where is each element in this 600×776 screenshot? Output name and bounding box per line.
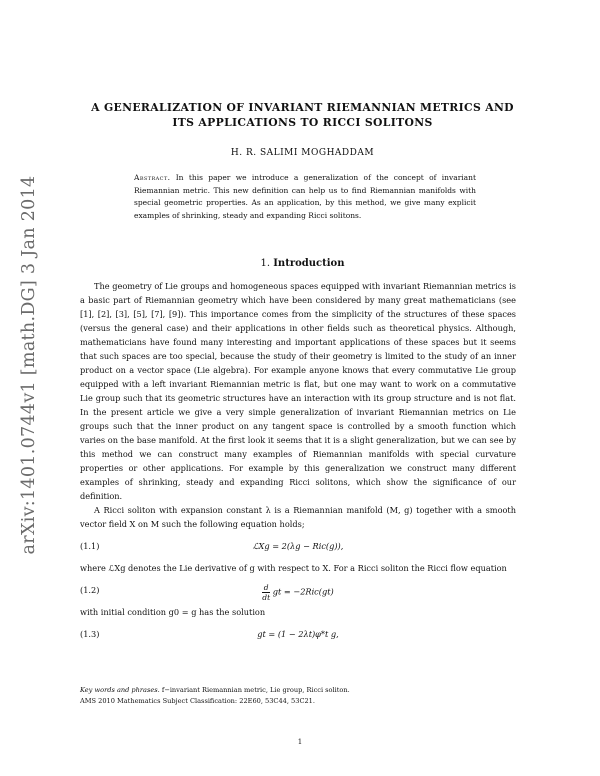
keywords-line <box>80 685 516 696</box>
equation-number: (1.2) <box>80 585 100 595</box>
equation-formula <box>80 583 516 602</box>
footnote <box>80 685 516 707</box>
fraction-denominator: dt <box>262 593 271 602</box>
paper-title <box>75 100 530 130</box>
section-number: 1. <box>260 258 271 269</box>
msc-line: AMS 2010 Mathematics Subject Classification: 22E60, 53C44, 53C21. <box>80 697 315 705</box>
abstract-label: Abstract. <box>134 173 171 182</box>
section-heading <box>75 258 530 269</box>
keywords-label: Key words and phrases. <box>80 686 160 694</box>
equation-formula: ℒXg = 2(λg − Ric(g)), <box>252 541 344 551</box>
title-line-1: A GENERALIZATION OF INVARIANT RIEMANNIAN METRICS AND <box>91 101 514 114</box>
paragraph-4: with initial condition g0 = g has the solution <box>80 607 266 617</box>
fraction-numerator: d <box>263 583 269 592</box>
equation-1-2 <box>80 575 516 605</box>
paragraph-1: The geometry of Lie groups and homogeneous spaces equipped with invariant Riemannian metrics is a basic part of Riemannian geometry which have been considered by many great mathematicians (see [1], [2], [3], [5], [7], [9]). This importance comes from the simplicity of the structures of these spaces (versus the general case) and their applications in other fields such as theoretical physics. Although, mathematicians have found many interesting and important applications of these spaces but it seems that such spaces are too special, because the study of their geometry is limited to the study of an inner product on a vector space (Lie algebra). For example anyone knows that every commutative Lie group equipped with a left invariant Riemannian metric is flat, but one may want to work on a commutative Lie group such that its geometric structures have an interaction with its group structure and is not flat. In the present article we give a very simple generalization of invariant Riemannian metrics on Lie groups such that the inner product on any tangent space is controlled by a smooth function which varies on the base manifold. At the first look it seems that it is a slight generalization, but we can see by this method we can construct many examples of Riemannian manifolds with special curvature properties or other applications. For example by this generalization we construct many different examples of shrinking, steady and expanding Ricci solitons, which show the significance of our definition. <box>80 281 516 501</box>
equation-1-3 <box>80 619 516 649</box>
equation-number: (1.1) <box>80 541 100 551</box>
abstract <box>134 172 476 222</box>
title-line-2: ITS APPLICATIONS TO RICCI SOLITONS <box>172 116 433 129</box>
arxiv-id-text: arXiv:1401.0744v1 [math.DG] 3 Jan 2014 <box>19 175 39 555</box>
section-title: Introduction <box>273 258 345 269</box>
abstract-text: In this paper we introduce a generalization of the concept of invariant Riemannian metric. This new definition can help us to find Riemannian manifolds with special geometric properties. As an application, by this method, we give many explicit examples of shrinking, steady and expanding Ricci solitons. <box>134 173 476 220</box>
derivative-fraction <box>262 583 270 602</box>
keywords-text: f−invariant Riemannian metric, Lie group, Ricci soliton. <box>161 686 350 694</box>
author-name: H. R. SALIMI MOGHADDAM <box>230 148 375 158</box>
paragraph-3: where ℒXg denotes the Lie derivative of g with respect to X. For a Ricci soliton the Ricci flow equation <box>80 563 507 573</box>
equation-1-1 <box>80 531 516 561</box>
page-number: 1 <box>297 738 303 746</box>
body-text <box>80 279 516 649</box>
paragraph-2: A Ricci soliton with expansion constant λ is a Riemannian manifold (M, g) together with a smooth vector field X on M such the following equation holds; <box>80 505 516 529</box>
equation-number: (1.3) <box>80 629 100 639</box>
equation-formula: gt = (1 − 2λt)φ*t g, <box>257 629 339 639</box>
arxiv-sidebar-stamp <box>14 175 44 555</box>
equation-rest: gt = −2Ric(gt) <box>272 586 334 597</box>
